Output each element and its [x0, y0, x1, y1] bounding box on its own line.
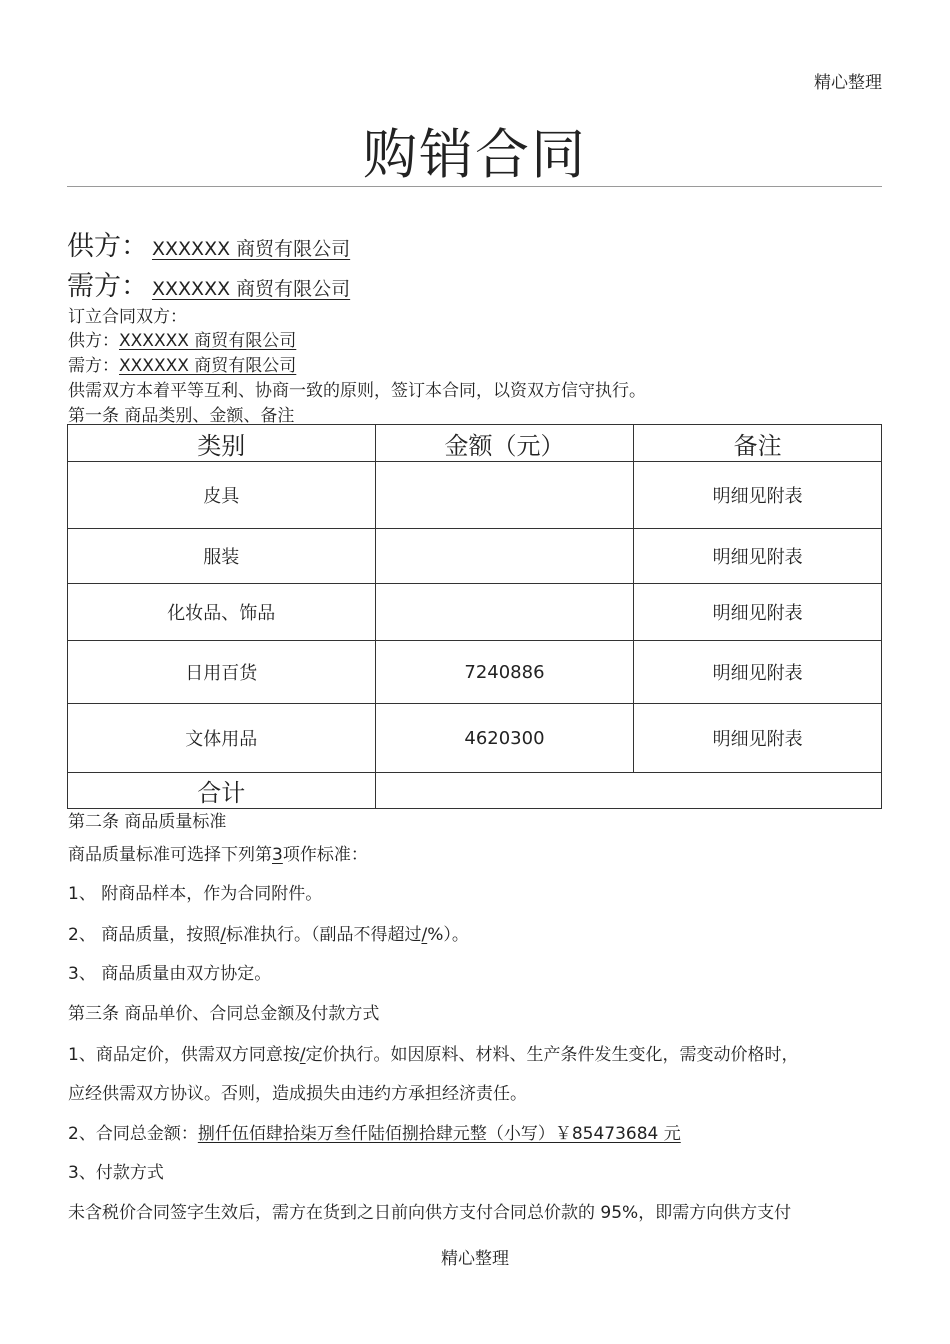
article3-p1-line1 — [68, 1040, 799, 1065]
article2-item3: 3、 商品质量由双方协定。 — [68, 964, 272, 984]
items-table — [67, 424, 882, 809]
cell-note: 明细见附表 — [634, 462, 882, 529]
col-header-note: 备注 — [634, 425, 882, 462]
article3-p2-amount: 捌仟伍佰肆拾柒万叁仟陆佰捌拾肆元整（小写）￥85473684 元 — [197, 1124, 681, 1144]
table-row — [68, 584, 882, 641]
col-header-category: 类别 — [68, 425, 376, 462]
footer-watermark: 精心整理 — [441, 1249, 509, 1269]
article2-intro-choice: 3 — [272, 845, 283, 865]
table-total-row — [68, 773, 882, 809]
article3-p1-post: 定价执行。如因原料、材料、生产条件发生变化，需变动价格时， — [305, 1045, 799, 1065]
cell-category: 服装 — [68, 529, 376, 584]
cell-amount: 4620300 — [375, 704, 634, 773]
article3-p3: 3、付款方式 — [68, 1163, 164, 1183]
article1-heading: 第一条 商品类别、金额、备注 — [68, 406, 295, 426]
article2-intro-pre: 商品质量标准可选择下列第 — [68, 845, 272, 865]
article2-item2-pre: 2、 商品质量，按照 — [68, 925, 221, 945]
cell-total-value — [375, 773, 881, 809]
supplier-big-label: 供方： — [67, 231, 148, 262]
header-watermark: 精心整理 — [814, 73, 882, 93]
article2-item2 — [68, 920, 469, 945]
col-header-amount: 金额（元） — [375, 425, 634, 462]
article3-p1-blank: / — [299, 1045, 306, 1065]
article3-p1-pre: 1、商品定价，供需双方同意按 — [68, 1045, 300, 1065]
article2-item2-blank2: / — [421, 925, 428, 945]
cell-note: 明细见附表 — [634, 529, 882, 584]
article2-item2-blank1: / — [220, 925, 226, 945]
cell-category: 皮具 — [68, 462, 376, 529]
cell-note: 明细见附表 — [634, 641, 882, 704]
supplier-big-name: XXXXXX 商贸有限公司 — [152, 238, 351, 260]
cell-note: 明细见附表 — [634, 704, 882, 773]
table-row — [68, 641, 882, 704]
buyer-big-name: XXXXXX 商贸有限公司 — [152, 278, 351, 300]
intro-buyer-label: 需方： — [68, 356, 119, 376]
intro-buyer — [68, 351, 296, 376]
buyer-big — [67, 264, 350, 303]
table-header-row — [68, 425, 882, 462]
article2-intro-post: 项作标准： — [282, 845, 368, 865]
supplier-big — [67, 224, 350, 263]
article3-p2 — [68, 1119, 681, 1144]
intro-heading: 订立合同双方： — [68, 307, 187, 327]
article2-item1: 1、 附商品样本，作为合同附件。 — [68, 884, 323, 904]
intro-supplier — [68, 326, 296, 351]
table-row — [68, 462, 882, 529]
cell-total-label: 合计 — [68, 773, 376, 809]
cell-amount: 7240886 — [375, 641, 634, 704]
article3-p4: 未含税价合同签字生效后，需方在货到之日前向供方支付合同总价款的 95%，即需方向供方支付 — [68, 1203, 792, 1223]
table-row — [68, 704, 882, 773]
title-divider — [67, 186, 882, 187]
cell-amount — [375, 529, 634, 584]
cell-category: 化妆品、饰品 — [68, 584, 376, 641]
cell-category: 文体用品 — [68, 704, 376, 773]
intro-buyer-name: XXXXXX 商贸有限公司 — [119, 356, 297, 376]
article3-p2-label: 2、合同总金额： — [68, 1124, 198, 1144]
article2-item2-post: %）。 — [427, 925, 469, 945]
page-title: 购销合同 — [363, 123, 587, 186]
table-row — [68, 529, 882, 584]
buyer-big-label: 需方： — [67, 271, 148, 302]
intro-supplier-name: XXXXXX 商贸有限公司 — [119, 331, 297, 351]
article2-intro — [68, 840, 368, 865]
article2-heading: 第二条 商品质量标准 — [68, 812, 227, 832]
cell-category: 日用百货 — [68, 641, 376, 704]
article3-heading: 第三条 商品单价、合同总金额及付款方式 — [68, 1004, 380, 1024]
intro-supplier-label: 供方： — [68, 331, 119, 351]
article3-p1-line2: 应经供需双方协议。否则，造成损失由违约方承担经济责任。 — [68, 1084, 527, 1104]
cell-note: 明细见附表 — [634, 584, 882, 641]
cell-amount — [375, 462, 634, 529]
article2-item2-mid: 标准执行。（副品不得超过 — [225, 925, 422, 945]
cell-amount — [375, 584, 634, 641]
intro-principle: 供需双方本着平等互利、协商一致的原则，签订本合同，以资双方信守执行。 — [68, 381, 646, 401]
